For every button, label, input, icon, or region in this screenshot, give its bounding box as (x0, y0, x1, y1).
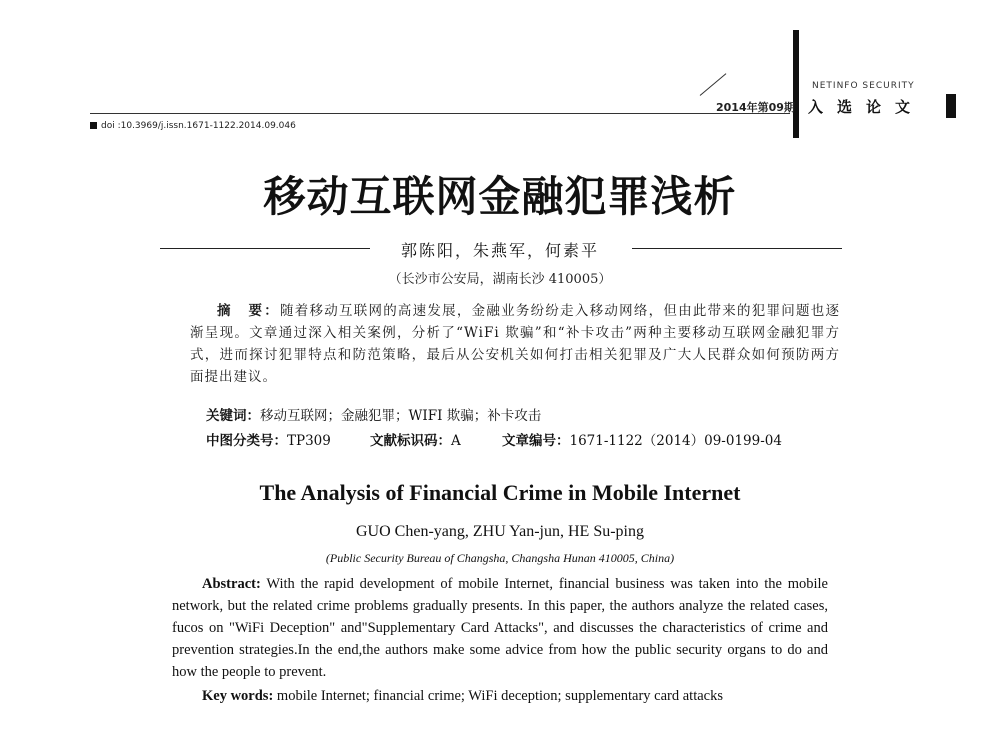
abstract-cn (190, 300, 840, 388)
magazine-tag: NETINFO SECURITY (812, 81, 915, 91)
clc-label: 中图分类号： (206, 433, 287, 449)
clc-number (206, 429, 331, 449)
keywords-cn-label: 关键词： (206, 408, 260, 424)
document-code (370, 429, 461, 449)
doccode-label: 文献标识码： (370, 433, 451, 449)
abstract-en-label: Abstract: (202, 576, 261, 592)
clc-value: TP309 (287, 433, 331, 449)
doccode-value: A (451, 433, 461, 449)
artno-label: 文章编号： (502, 433, 570, 449)
doi-line (90, 121, 296, 131)
authors-cn: 郭陈阳，朱燕军，何素平 (400, 241, 599, 260)
artno-value: 1671-1122（2014）09-0199-04 (569, 433, 782, 449)
abstract-cn-text: 随着移动互联网的高速发展，金融业务纷纷走入移动网络，但由此带来的犯罪问题也逐渐呈现。文章通过深入相关案例，分析了“WiFi 欺骗”和“补卡攻击”两种主要移动互联网金融犯罪方式，进而探讨犯罪特点和防范策略，最后从公安机关如何打击相关犯罪及广大人民群众如何预防两方面提出建议。 (190, 303, 841, 385)
abstract-cn-label: 摘 要： (217, 303, 280, 319)
column-label: 入选论文 (808, 98, 925, 116)
header-vertical-bar (793, 30, 799, 138)
issue-label: 2014年第09期 (716, 101, 795, 114)
keywords-en (202, 688, 723, 705)
abstract-en (172, 573, 828, 683)
keywords-en-text: mobile Internet; financial crime; WiFi deception; supplementary card attacks (276, 688, 723, 704)
keywords-cn-text: 移动互联网；金融犯罪；WIFI 欺骗；补卡攻击 (260, 408, 542, 424)
page-title: 移动互联网金融犯罪浅析 (263, 172, 737, 221)
authors-en: GUO Chen-yang, ZHU Yan-jun, HE Su-ping (356, 523, 644, 540)
header-slash (700, 73, 727, 96)
keywords-cn (206, 404, 541, 424)
affiliation-cn: （长沙市公安局，湖南长沙 410005） (388, 272, 612, 287)
doi-text: doi :10.3969/j.issn.1671-1122.2014.09.046 (101, 121, 296, 131)
column-bar (946, 94, 956, 118)
affiliation-en: (Public Security Bureau of Changsha, Changsha Hunan 410005, China) (325, 551, 675, 565)
article-number (502, 429, 782, 449)
doi-square-icon (90, 122, 97, 129)
abstract-en-text: With the rapid development of mobile Internet, financial business was taken into the mobile network, but the related crime problems gradually presents. In this paper, the authors analyze the related cases, fucos on "WiFi Deception" and"Supplementary Card Attacks", and discusses the characteristics of crime and prevention strategies.In the end,the authors make some advice from how the public security organs to do and how the people to prevent. (172, 576, 828, 680)
english-title: The Analysis of Financial Crime in Mobile Internet (259, 480, 741, 505)
header-rule (90, 113, 790, 114)
keywords-en-label: Key words: (202, 688, 274, 704)
